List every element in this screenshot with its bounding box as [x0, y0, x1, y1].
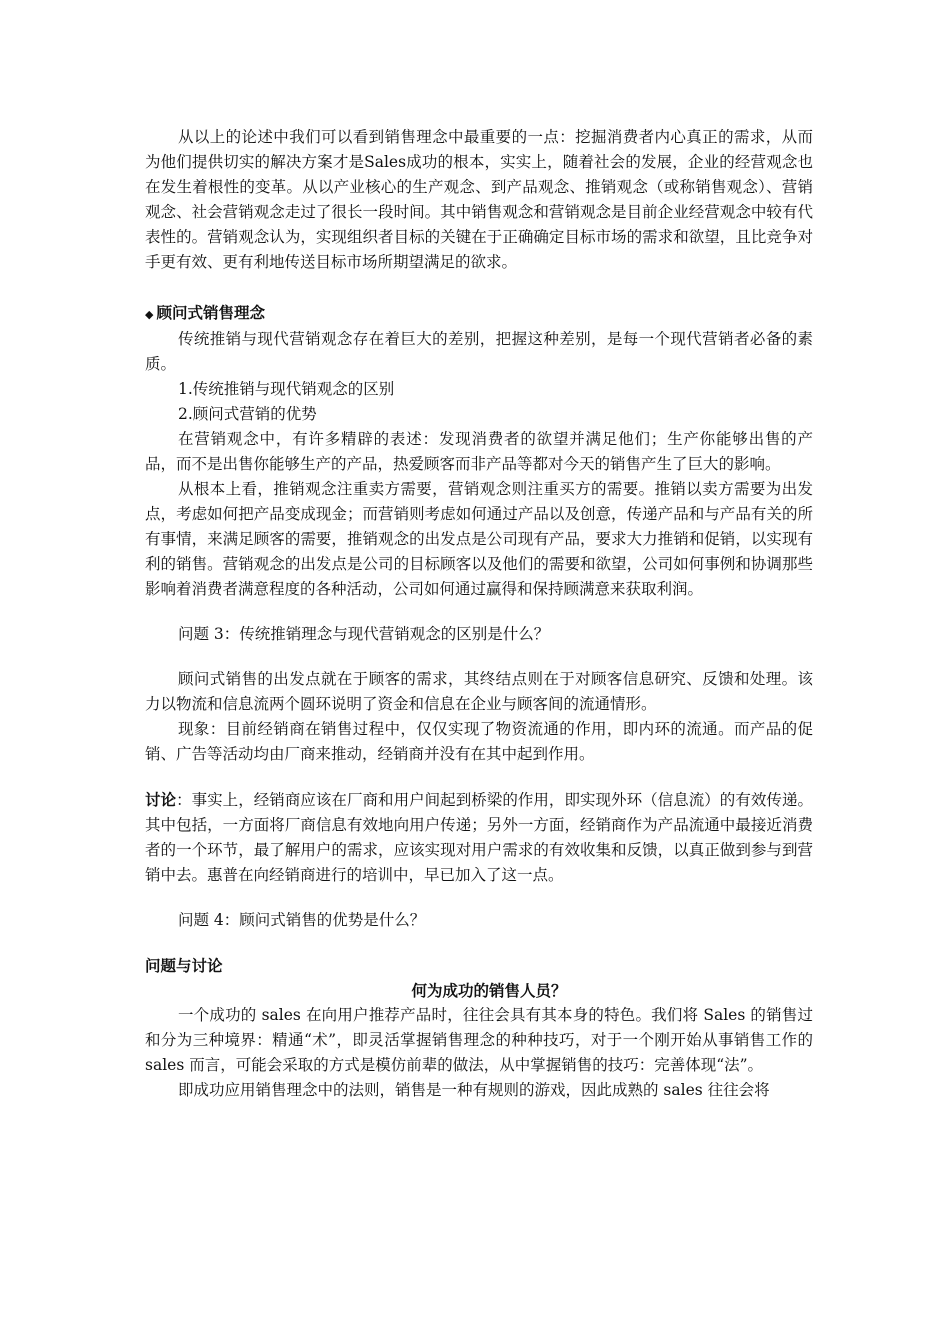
paragraph-discussion — [145, 787, 813, 888]
paragraph-consultative-start: 顾问式销售的出发点就在于顾客的需求，其终结点则在于对顾客信息研究、反馈和处理。该力以物流和信息流两个圆环说明了资金和信息在企业与顾客间的流通情形。 — [145, 670, 813, 713]
paragraph-phenomenon: 现象：目前经销商在销售过程中，仅仅实现了物资流通的作用，即内环的流通。而产品的促销、广告等活动均由厂商来推动，经销商并没有在其中起到作用。 — [145, 720, 813, 763]
question-4: 问题 4：顾问式销售的优势是什么？ — [178, 911, 426, 929]
paragraph-intro: 从以上的论述中我们可以看到销售理念中最重要的一点：挖掘消费者内心真正的需求，从而为他们提供切实的解决方案才是Sales成功的根本，实实上，随着社会的发展，企业的经营观念也在发生着根性的变革。从以产业核心的生产观念、到产品观念、推销观念（或称销售观念）、营销观念、社会营销观念走过了很长一段时间。其中销售观念和营销观念是目前企业经营观念中较有代表性的。营销观念认为，实现组织者目标的关键在于正确确定目标市场的需求和欲望，且比竞争对手更有效、更有利地传送目标市场所期望满足的欲求。 — [145, 128, 813, 271]
paragraph-rules: 即成功应用销售理念中的法则，销售是一种有规则的游戏，因此成熟的 sales 往往会将 — [178, 1081, 770, 1099]
list-item-1: 1.传统推销与现代销观念的区别 — [178, 380, 395, 398]
discussion-label: 讨论 — [145, 790, 177, 809]
question-3: 问题 3：传统推销理念与现代营销观念的区别是什么？ — [178, 625, 550, 643]
section-title: 顾问式销售理念 — [156, 303, 265, 322]
paragraph-successful-sales: 一个成功的 sales 在向用户推荐产品时，往往会具有其本身的特色。我们将 Sales 的销售过和分为三种境界：精通“术”，即灵活掌握销售理念的种种技巧，对于一个刚开始从事销售工作的 sales 而言，可能会采取的方式是模仿前辈的做法，从中掌握销售的技巧：完善体现“法”。 — [145, 1006, 813, 1074]
diamond-bullet-icon: ◆ — [145, 308, 154, 321]
list-item-2: 2.顾问式营销的优势 — [178, 405, 317, 423]
section-heading-consultative — [145, 300, 813, 327]
paragraph-marketing-concept: 在营销观念中，有许多精辟的表述：发现消费者的欲望并满足他们；生产你能够出售的产品，而不是出售你能够生产的产品，热爱顾客而非产品等都对今天的销售产生了巨大的影响。 — [145, 430, 813, 473]
section-heading-discussion: 问题与讨论 — [145, 956, 223, 975]
discussion-text: ：事实上，经销商应该在厂商和用户间起到桥梁的作用，即实现外环（信息流）的有效传递。其中包括，一方面将厂商信息有效地向用户传递；另外一方面，经销商作为产品流通中最接近消费者的一个环节，最了解用户的需求，应该实现对用户需求的有效收集和反馈，以真正做到参与到营销中去。惠普在向经销商进行的培训中，早已加入了这一点。 — [145, 791, 813, 884]
paragraph-selling-vs-marketing: 从根本上看，推销观念注重卖方需要，营销观念则注重买方的需要。推销以卖方需要为出发点，考虑如何把产品变成现金；而营销则考虑如何通过产品以及创意，传递产品和与产品有关的所有事情，来满足顾客的需要，推销观念的出发点是公司现有产品，要求大力推销和促销，以实现有利的销售。营销观念的出发点是公司的目标顾客以及他们的需要和欲望，公司如何事例和协调那些影响着消费者满意程度的各种活动，公司如何通过赢得和保持顾满意来获取利润。 — [145, 480, 813, 598]
paragraph-difference: 传统推销与现代营销观念存在着巨大的差别，把握这种差别，是每一个现代营销者必备的素质。 — [145, 330, 813, 373]
center-title: 何为成功的销售人员？ — [411, 981, 567, 1000]
document-page — [145, 125, 813, 1103]
